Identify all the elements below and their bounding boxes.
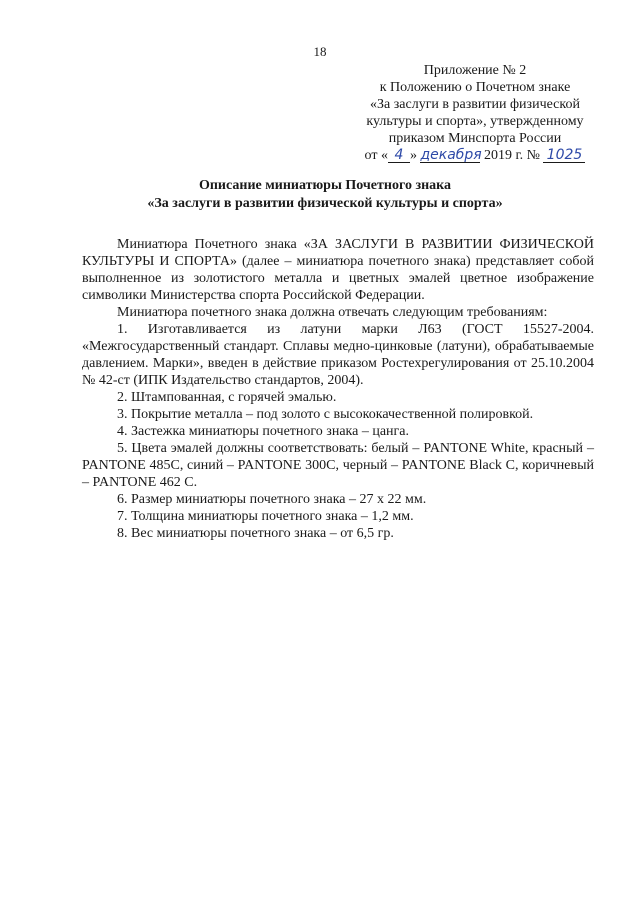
title-line-1: Описание миниатюры Почетного знака [198, 178, 452, 193]
date-mid: » [409, 148, 417, 163]
document-body [82, 236, 594, 542]
requirement-item-1: 1. Изготавливается из латуни марки Л63 (ГОСТ 15527-2004. «Межгосударственный стандарт. Сплавы медно-цинковые (латуни), обрабатываемые давлением. Марки», введен в действие приказом Ростехрегулирования от 25.10.2004 № 42-ст (ИПК Издательство стандартов, 2004). [82, 322, 594, 388]
requirement-item-7: 7. Толщина миниатюры почетного знака – 1,2 мм. [117, 509, 414, 524]
paragraph-requirements-lead: Миниатюра почетного знака должна отвечать следующим требованиям: [117, 305, 548, 320]
date-month: декабря [420, 147, 482, 163]
title-line-2: «За заслуги в развитии физической культуры и спорта» [147, 196, 503, 211]
order-number: 1025 [543, 148, 585, 163]
date-day: 4 [388, 148, 410, 163]
appendix-line-2: к Положению о Почетном знаке [379, 80, 571, 95]
requirement-item-6: 6. Размер миниатюры почетного знака – 27 х 22 мм. [117, 492, 427, 507]
appendix-line-4: культуры и спорта», утвержденному [366, 114, 584, 129]
document-title [90, 177, 560, 213]
requirement-item-5: 5. Цвета эмалей должны соответствовать: белый – PANTONE White, красный – PANTONE 485C, синий – PANTONE 300C, черный – PANTONE Black C, коричневый – PANTONE 462 C. [82, 441, 594, 490]
appendix-line-1: Приложение № 2 [423, 63, 527, 78]
requirement-item-4: 4. Застежка миниатюры почетного знака – цанга. [117, 424, 410, 439]
requirement-item-2: 2. Штампованная, с горячей эмалью. [117, 390, 337, 405]
requirement-item-8: 8. Вес миниатюры почетного знака – от 6,5 гр. [117, 526, 394, 541]
appendix-date-line [340, 147, 610, 164]
date-year: 2019 г. № [483, 148, 540, 163]
appendix-header [340, 62, 610, 164]
date-prefix: от « [364, 148, 388, 163]
page-number: 18 [313, 44, 327, 59]
requirement-item-3: 3. Покрытие металла – под золото с высококачественной полировкой. [117, 407, 534, 422]
appendix-line-3: «За заслуги в развитии физической [370, 97, 580, 112]
paragraph-intro: Миниатюра Почетного знака «ЗА ЗАСЛУГИ В РАЗВИТИИ ФИЗИЧЕСКОЙ КУЛЬТУРЫ И СПОРТА» (далее – миниатюра почетного знака) представляет собой выполненное из золотистого металла и цветных эмалей цветное изображение символики Министерства спорта Российской Федерации. [82, 237, 594, 303]
appendix-line-5: приказом Минспорта России [388, 131, 562, 146]
